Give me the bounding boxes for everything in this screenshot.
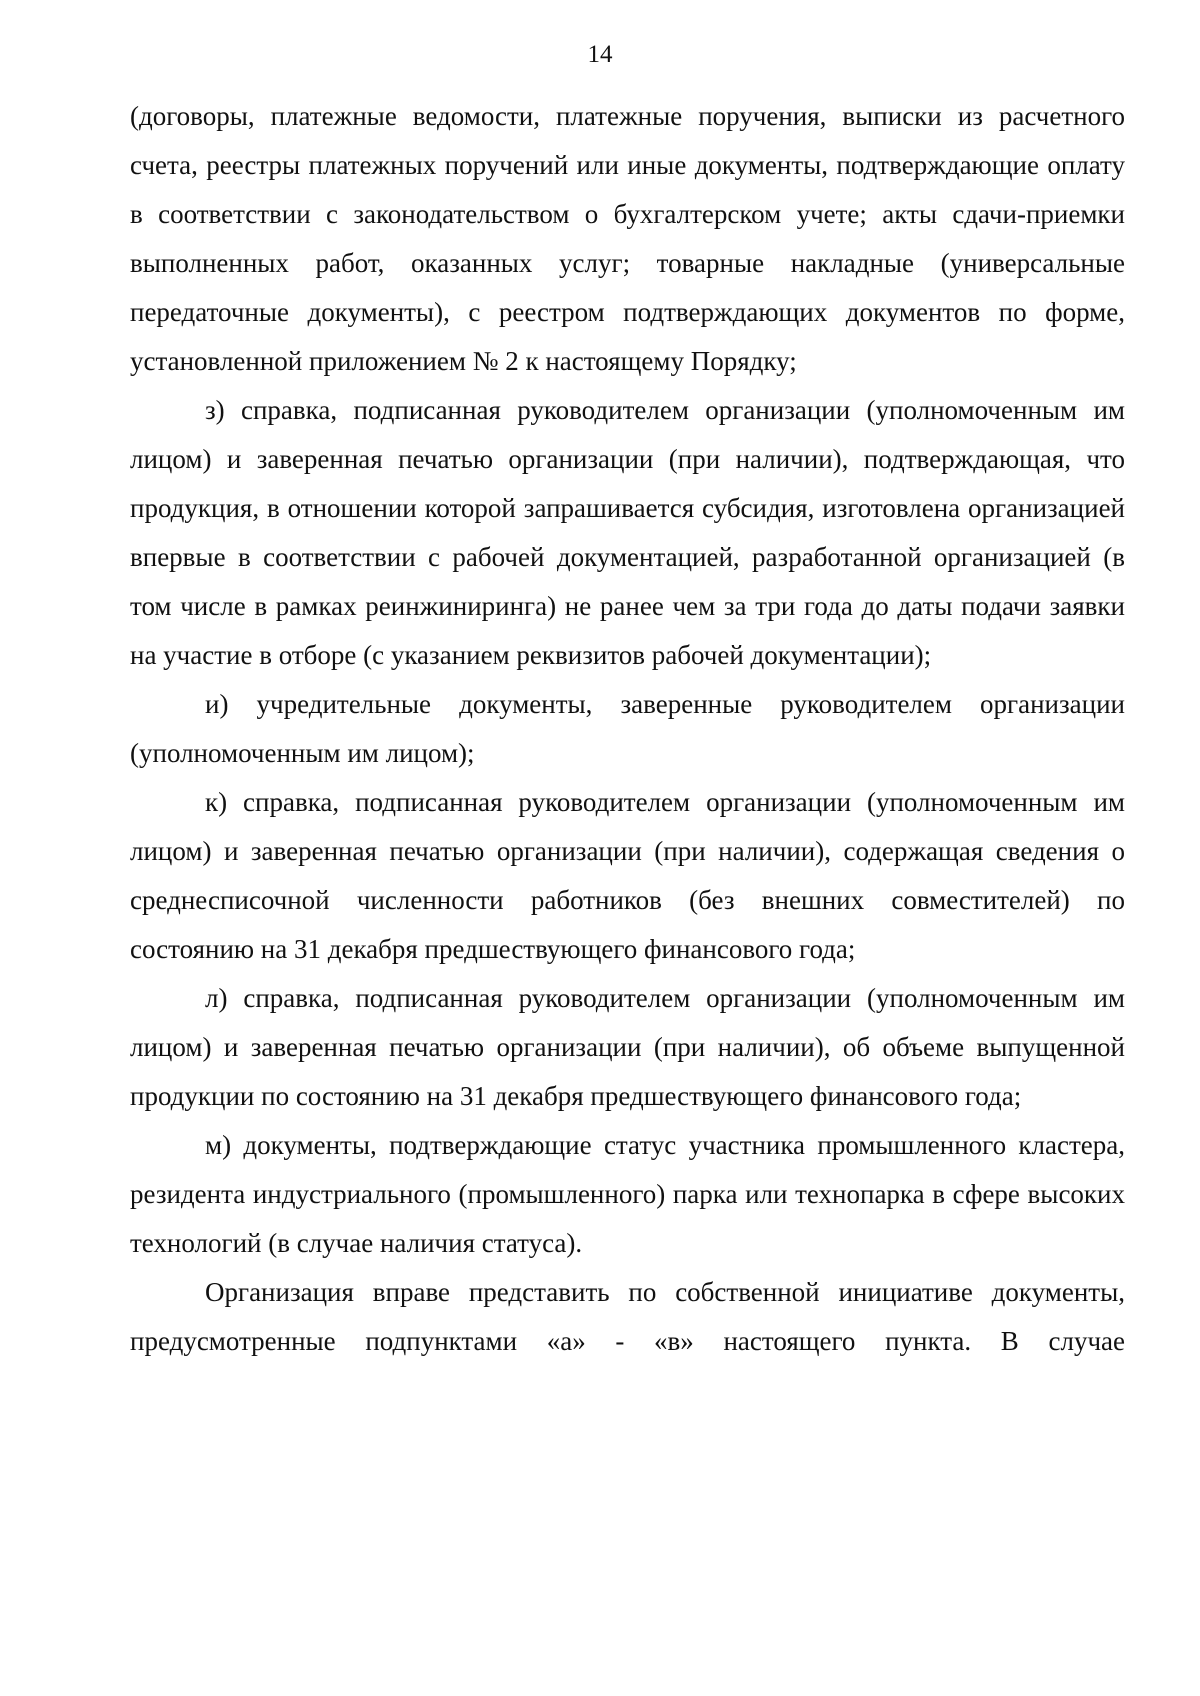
- paragraph-item-z: з) справка, подписанная руководителем организации (уполномоченным им лицом) и заверенная печатью организации (при наличии), подтверждающая, что продукция, в отношении которой запрашивается субсидия, изготовлена организацией впервые в соответствии с рабочей документацией, разработанной организацией (в том числе в рамках реинжиниринга) не ранее чем за три года до даты подачи заявки на участие в отборе (с указанием реквизитов рабочей документации);: [130, 395, 1125, 670]
- paragraph-continuation: (договоры, платежные ведомости, платежные поручения, выписки из расчетного счета, реестры платежных поручений или иные документы, подтверждающие оплату в соответствии с законодательством о бухгалтерском учете; акты сдачи-приемки выполненных работ, оказанных услуг; товарные накладные (универсальные передаточные документы), с реестром подтверждающих документов по форме, установленной приложением № 2 к настоящему Порядку;: [130, 101, 1125, 376]
- page-number: 14: [587, 41, 613, 68]
- paragraph-item-k: к) справка, подписанная руководителем организации (уполномоченным им лицом) и заверенная печатью организации (при наличии), содержащая сведения о среднесписочной численности работников (без внешних совместителей) по состоянию на 31 декабря предшествующего финансового года;: [130, 787, 1125, 964]
- paragraph-item-i: и) учредительные документы, заверенные руководителем организации (уполномоченным им лицом);: [130, 689, 1125, 768]
- paragraph-item-m: м) документы, подтверждающие статус участника промышленного кластера, резидента индустриального (промышленного) парка или технопарка в сфере высоких технологий (в случае наличия статуса).: [130, 1130, 1125, 1258]
- paragraph-item-l: л) справка, подписанная руководителем организации (уполномоченным им лицом) и заверенная печатью организации (при наличии), об объеме выпущенной продукции по состоянию на 31 декабря предшествующего финансового года;: [130, 983, 1125, 1111]
- document-body: [130, 92, 1125, 1366]
- paragraph-organization-right: Организация вправе представить по собственной инициативе документы, предусмотренные подпунктами «а» - «в» настоящего пункта. В случае: [130, 1277, 1125, 1356]
